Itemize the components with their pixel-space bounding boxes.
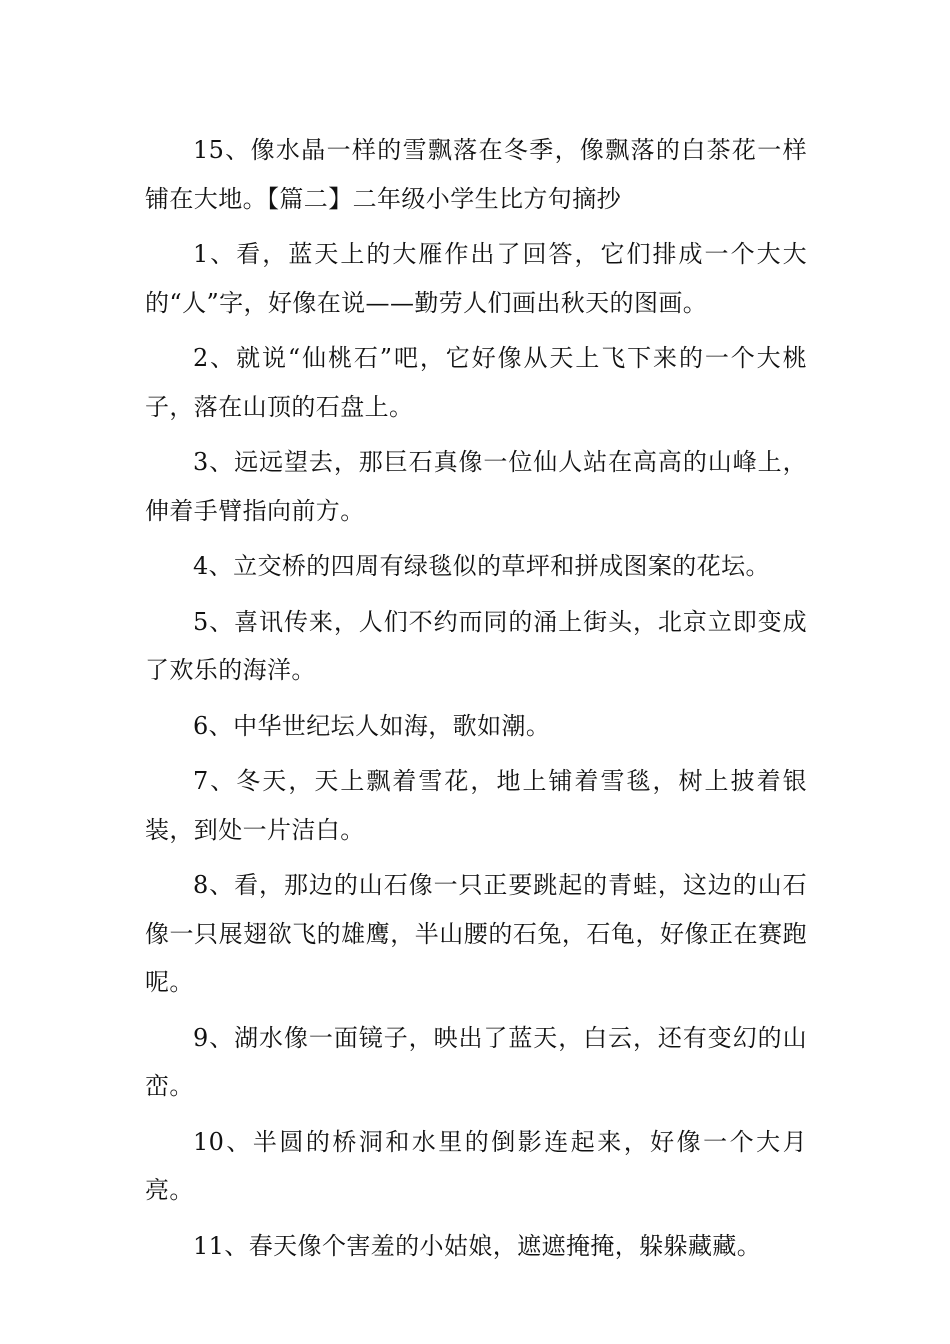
paragraph-3: 3、远远望去，那巨石真像一位仙人站在高高的山峰上，伸着手臂指向前方。 — [145, 448, 807, 525]
document-body — [145, 126, 807, 1277]
paragraph-9: 9、湖水像一面镜子，映出了蓝天，白云，还有变幻的山峦。 — [145, 1023, 807, 1100]
paragraph-7: 7、冬天，天上飘着雪花，地上铺着雪毯，树上披着银装，到处一片洁白。 — [145, 767, 807, 844]
paragraph-6: 6、中华世纪坛人如海，歌如潮。 — [193, 711, 551, 740]
paragraph-10: 10、半圆的桥洞和水里的倒影连起来，好像一个大月亮。 — [145, 1127, 807, 1204]
paragraph-1: 1、看，蓝天上的大雁作出了回答，它们排成一个大大的“人”字，好像在说——勤劳人们画出秋天的图画。 — [145, 240, 807, 317]
paragraph-4: 4、立交桥的四周有绿毯似的草坪和拼成图案的花坛。 — [193, 552, 770, 580]
paragraph-15: 15、像水晶一样的雪飘落在冬季，像飘落的白茶花一样铺在大地。【篇二】二年级小学生比方句摘抄 — [145, 136, 807, 213]
paragraph-11: 11、春天像个害羞的小姑娘，遮遮掩掩，躲躲藏藏。 — [193, 1231, 762, 1260]
paragraph-8: 8、看，那边的山石像一只正要跳起的青蛙，这边的山石像一只展翅欲飞的雄鹰，半山腰的石兔，石龟，好像正在赛跑呢。 — [145, 871, 807, 996]
paragraph-5: 5、喜讯传来，人们不约而同的涌上街头，北京立即变成了欢乐的海洋。 — [145, 607, 807, 684]
paragraph-2: 2、就说“仙桃石”吧，它好像从天上飞下来的一个大桃子，落在山顶的石盘上。 — [145, 344, 807, 421]
